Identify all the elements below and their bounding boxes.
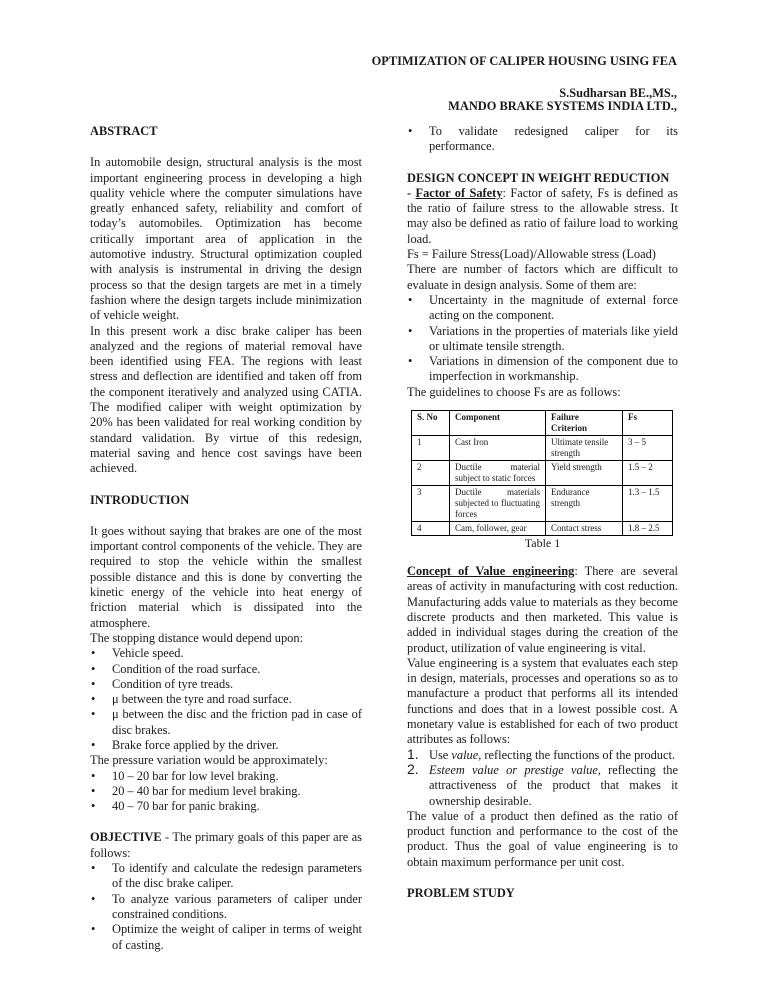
design-concept-heading: DESIGN CONCEPT IN WEIGHT REDUCTION xyxy=(407,170,670,185)
objective-paragraph xyxy=(90,830,362,861)
table-cell: 3 – 5 xyxy=(623,436,673,461)
list-item: • 10 – 20 bar for low level braking. xyxy=(90,769,362,784)
list-item: • Uncertainty in the magnitude of external force acting on the component. xyxy=(407,293,678,324)
table-cell: 4 xyxy=(412,522,450,536)
item-number: 1. xyxy=(407,745,419,762)
value-engineering-heading: Concept of Value engineering xyxy=(407,564,575,579)
introduction-paragraph-2: The stopping distance would depend upon: xyxy=(90,630,304,645)
table-cell: 1 xyxy=(412,436,450,461)
stopping-factors-list xyxy=(90,646,362,753)
value-engineering-text: : There are several areas of activity in manufacturing with cost reduction. Manufacturing adds value to materials as they become discrete products and then marketed. This value is added in individual stages during the creation of the product, utilization of value engineering is vital. xyxy=(407,564,678,655)
table-cell: Cam, follower, gear xyxy=(450,522,546,536)
table-cell: Endurance strength xyxy=(546,486,623,522)
list-item: • Condition of the road surface. xyxy=(90,662,362,677)
value-engineering-paragraph-2: Value engineering is a system that evaluates each step in design, materials, processes and operations so as to manufacture a product that performs all its intended functions and does that in a lowest possible cost. A monetary value is established for each of two product attributes as follows: xyxy=(407,655,678,747)
list-item: • To analyze various parameters of caliper under constrained conditions. xyxy=(90,892,362,923)
table-row xyxy=(412,436,673,461)
value-types-list xyxy=(407,745,679,809)
table-row xyxy=(412,486,673,522)
objective-list-continued xyxy=(407,124,678,155)
table-cell: 2 xyxy=(412,461,450,486)
table-header-cell: Fs xyxy=(623,411,673,436)
list-item: • μ between the disc and the friction pad in case of disc brakes. xyxy=(90,707,362,738)
table-cell: 1.3 – 1.5 xyxy=(623,486,673,522)
objective-intro: - The primary goals of this paper are as follows: xyxy=(90,830,362,860)
author-name: S.Sudharsan BE.,MS., xyxy=(559,86,677,100)
author-affiliation: MANDO BRAKE SYSTEMS INDIA LTD., xyxy=(448,99,677,113)
list-item: • To identify and calculate the redesign parameters of the disc brake caliper. xyxy=(90,861,362,892)
item-number: 2. xyxy=(407,760,419,777)
list-item: • Vehicle speed. xyxy=(90,646,362,661)
item-description: , reflecting the attractiveness of the product that makes it ownership desirable. xyxy=(429,762,679,808)
table-cell: 3 xyxy=(412,486,450,522)
value-engineering-paragraph-3: The value of a product then defined as the ratio of product function and performance to the cost of the product. Thus the goal of value engineering is to obtain maximum performance per unit cost. xyxy=(407,808,678,869)
item-description: , reflecting the functions of the product. xyxy=(478,747,676,762)
table-cell: Contact stress xyxy=(546,522,623,536)
list-item: • Optimize the weight of caliper in terms of weight of casting. xyxy=(90,922,362,953)
item-term: Esteem value or prestige value xyxy=(429,762,598,777)
table-header-cell: Component xyxy=(450,411,546,436)
design-factors-list xyxy=(407,293,678,385)
factor-of-safety-paragraph xyxy=(407,186,678,247)
value-engineering-paragraph-1 xyxy=(407,564,678,656)
introduction-heading: INTRODUCTION xyxy=(90,492,190,507)
list-item xyxy=(407,760,679,809)
abstract-heading: ABSTRACT xyxy=(90,124,158,138)
table-cell: Ductile materials subjected to fluctuating forces xyxy=(450,486,546,522)
list-item: • Variations in the properties of materials like yield or ultimate tensile strength. xyxy=(407,324,678,355)
paper-title: OPTIMIZATION OF CALIPER HOUSING USING FEA xyxy=(371,54,677,68)
list-item: • Brake force applied by the driver. xyxy=(90,738,362,753)
table-cell: 1.8 – 2.5 xyxy=(623,522,673,536)
list-item: • μ between the tyre and road surface. xyxy=(90,692,362,707)
left-column xyxy=(90,124,362,953)
objective-list xyxy=(90,861,362,953)
table-row xyxy=(412,522,673,536)
design-paragraph-3: The guidelines to choose Fs are as follows: xyxy=(407,384,621,399)
item-term: value xyxy=(451,747,479,762)
item-prefix: Use xyxy=(429,747,452,762)
introduction-paragraph-1: It goes without saying that brakes are one of the most important control components of the vehicle. They are required to stop the vehicle within the smallest possible distance and this is done by converting the kinetic energy of the vehicle into heat energy of friction material which is dissipated into the atmosphere. xyxy=(90,523,362,630)
objective-heading: OBJECTIVE xyxy=(90,830,162,845)
table-header-cell: S. No xyxy=(412,411,450,436)
fos-formula: Fs = Failure Stress(Load)/Allowable stress (Load) xyxy=(407,247,656,262)
fos-text: : Factor of safety, Fs is defined as the ratio of failure stress to the allowable stress. It may also be defined as ratio of failure load to working load. xyxy=(407,185,678,246)
table-row xyxy=(412,461,673,486)
list-item: • 20 – 40 bar for medium level braking. xyxy=(90,784,362,799)
design-paragraph-2: There are number of factors which are difficult to evaluate in design analysis. Some of them are: xyxy=(407,262,678,292)
table-cell: Cast Iron xyxy=(450,436,546,461)
table-cell: 1.5 – 2 xyxy=(623,461,673,486)
table-caption: Table 1 xyxy=(524,536,561,551)
right-column xyxy=(407,124,678,901)
problem-study-heading: PROBLEM STUDY xyxy=(407,885,515,900)
list-item: • To validate redesigned caliper for its performance. xyxy=(407,124,678,155)
pressure-list xyxy=(90,769,362,815)
table-cell: Yield strength xyxy=(546,461,623,486)
abstract-paragraph-2: In this present work a disc brake caliper has been analyzed and the regions of material removal have been identified using FEA. The regions with least stress and deflection are identified and taken off from the component iteratively and analyzed using CATIA. The modified caliper with weight optimization by 20% has been validated for real working condition by standard validation. By virtue of this redesign, material saving and hence cost savings have been achieved. xyxy=(90,323,362,476)
abstract-paragraph-1: In automobile design, structural analysis is the most important engineering process in developing a high quality vehicle where the computer simulations have greatly enhanced safety, reliability and comfort of today’s automobiles. Optimization has become critically important area of application in the automotive industry. Structural optimization coupled with analysis is instrumental in driving the design process so that the design targets are met in a timely fashion where the design targets include minimization of vehicle weight. xyxy=(90,155,362,323)
fos-label: Factor of Safety xyxy=(415,185,503,200)
list-item: • 40 – 70 bar for panic braking. xyxy=(90,799,362,814)
table-header-cell: Failure Criterion xyxy=(546,411,623,436)
table-cell: Ultimate tensile strength xyxy=(546,436,623,461)
factor-of-safety-table xyxy=(411,410,673,536)
list-item: • Condition of tyre treads. xyxy=(90,677,362,692)
table-header-row xyxy=(412,411,673,436)
table-cell: Ductile material subject to static forces xyxy=(450,461,546,486)
fos-prefix: - xyxy=(407,185,416,200)
list-item: • Variations in dimension of the component due to imperfection in workmanship. xyxy=(407,354,678,385)
list-item xyxy=(407,745,678,763)
introduction-paragraph-3: The pressure variation would be approximately: xyxy=(90,753,328,768)
